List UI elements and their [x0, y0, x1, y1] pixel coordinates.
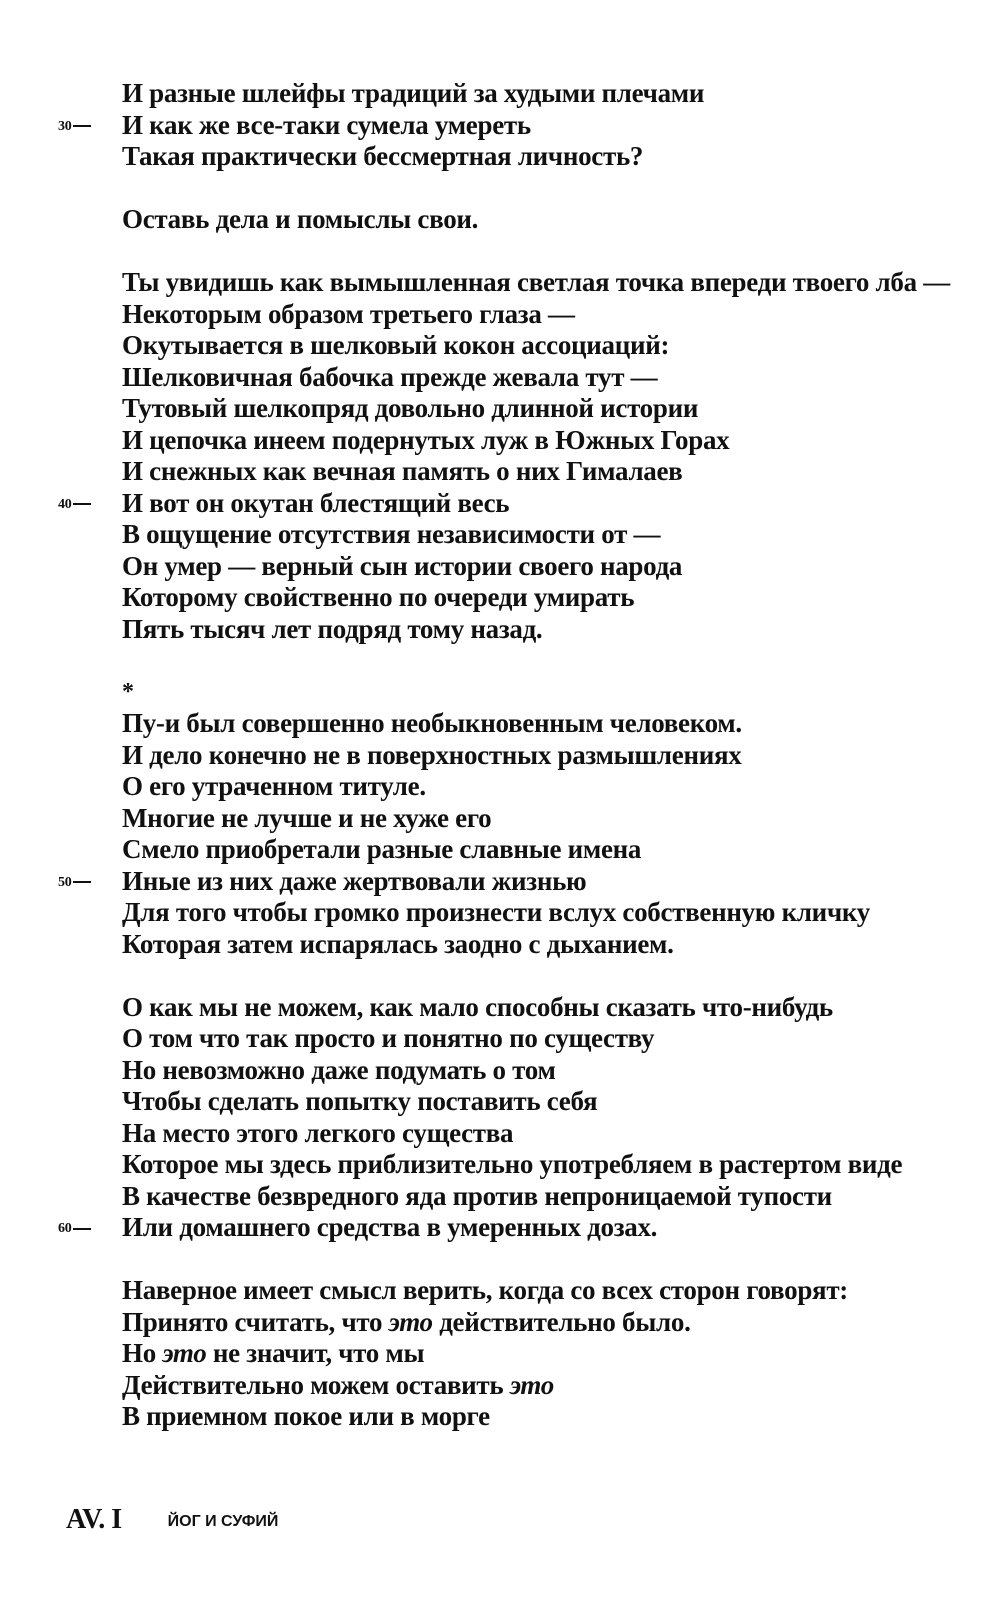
section-code: AV. I — [66, 1504, 122, 1535]
poem-line: И цепочка инеем подернутых луж в Южных Горах — [122, 424, 730, 455]
line-number: 40 — [58, 488, 114, 522]
poem-line: Тутовый шелкопряд довольно длинной истории — [122, 393, 699, 423]
emphasis: это — [162, 1338, 207, 1368]
stanza-break — [122, 645, 982, 677]
poem-line: Которая затем испарялась заодно с дыханием. — [122, 928, 674, 959]
poem-line: Некоторым образом третьего глаза — — [122, 298, 575, 329]
poem-line: Многие не лучше и не хуже его — [122, 802, 492, 833]
book-title: ЙОГ И СУФИЙ — [167, 1513, 279, 1530]
poem-line: 60 Или домашнего средства в умеренных дозах. — [122, 1212, 982, 1244]
poem-line: Наверное имеет смысл верить, когда со всех сторон говорят: — [122, 1275, 848, 1305]
line-number: 30 — [58, 110, 114, 144]
poem-line: Пять тысяч лет подряд тому назад. — [122, 613, 543, 644]
poem-line: Действительно можем оставить это — [122, 1369, 554, 1400]
section-asterisk: * — [122, 678, 134, 705]
poem-line: Оставь дела и помыслы свои. — [122, 204, 479, 234]
stanza-break — [122, 236, 982, 268]
poem-line: Принято считать, что это действительно было. — [122, 1306, 691, 1337]
poem-line: Такая практически бессмертная личность? — [122, 141, 644, 171]
poem-body — [58, 78, 982, 1433]
poem-line: Шелковичная бабочка прежде жевала тут — — [122, 361, 658, 392]
line-number: 60 — [58, 1212, 114, 1246]
poem-line: Ты увидишь как вымышленная светлая точка впереди твоего лба — — [122, 267, 950, 297]
emphasis: это — [388, 1306, 433, 1337]
poem-line: И дело конечно не в поверхностных размышлениях — [122, 739, 742, 770]
poem-line: Он умер — верный сын истории своего народа — [122, 550, 683, 581]
line-number: 50 — [58, 866, 114, 900]
poem-line: Для того чтобы громко произнести вслух собственную кличку — [122, 897, 870, 927]
poem-line: Которое мы здесь приблизительно употребляем в растертом виде — [122, 1149, 903, 1179]
poem-line: 30 И как же все-таки сумела умереть — [122, 110, 982, 142]
emphasis: это — [509, 1369, 554, 1400]
poem-line: Смело приобретали разные славные имена — [122, 834, 642, 864]
poem-line: Но это не значит, что мы — [122, 1338, 425, 1368]
poem-line: Чтобы сделать попытку поставить себя — [122, 1086, 598, 1116]
poem-line: И снежных как вечная память о них Гималаев — [122, 456, 683, 486]
poem-line: В ощущение отсутствия независимости от — — [122, 519, 661, 549]
poem-line: В качестве безвредного яда против непроницаемой тупости — [122, 1180, 832, 1211]
poem-line: Которому свойственно по очереди умирать — [122, 582, 635, 612]
poem-line: О том что так просто и понятно по существу — [122, 1023, 655, 1053]
stanza-break — [122, 1244, 982, 1276]
stanza-break — [122, 960, 982, 992]
poem-line: Пу-и был совершенно необыкновенным человеком. — [122, 708, 742, 738]
poem-line: Окутывается в шелковый кокон ассоциаций: — [122, 330, 670, 360]
stanza-break — [122, 173, 982, 205]
poem-line: В приемном покое или в морге — [122, 1401, 490, 1431]
poem-line: Но невозможно даже подумать о том — [122, 1054, 556, 1085]
poem-line: На место этого легкого существа — [122, 1117, 514, 1148]
poem-line: 40 И вот он окутан блестящий весь — [122, 488, 982, 520]
poem-line: И разные шлейфы традиций за худыми плечами — [122, 78, 705, 108]
poem-line: 50 Иные из них даже жертвовали жизнью — [122, 866, 982, 898]
poem-line: О его утраченном титуле. — [122, 771, 426, 801]
page-footer — [66, 1500, 278, 1540]
poem-line: О как мы не можем, как мало способны сказать что-нибудь — [122, 991, 833, 1022]
